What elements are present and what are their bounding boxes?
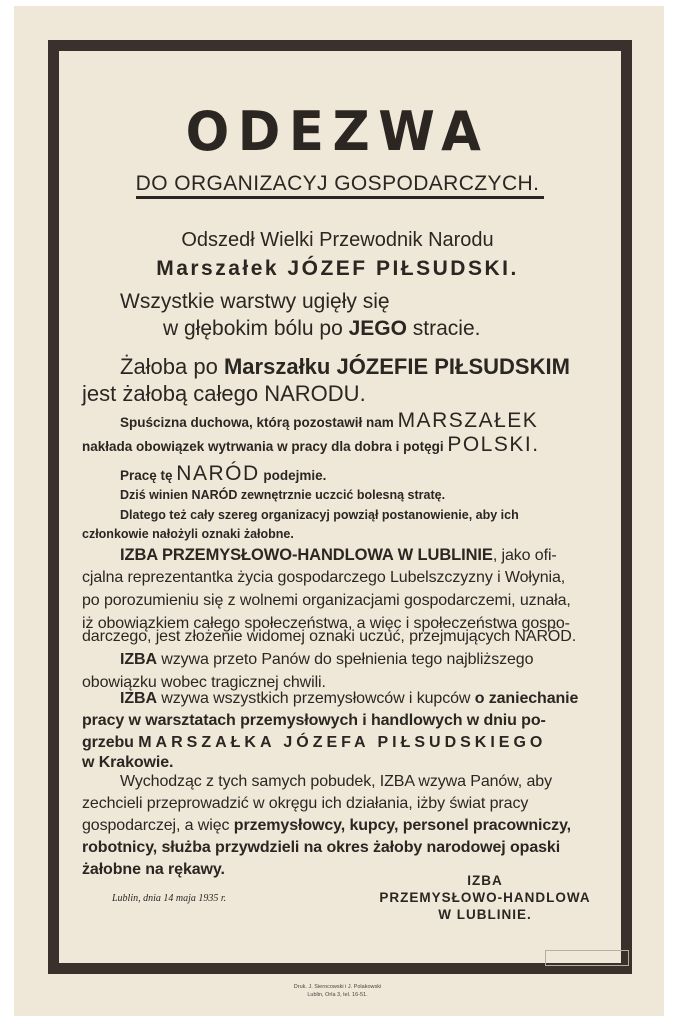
signature-line-1: IZBA [467, 873, 503, 888]
para-line-7: obowiązku wobec tragicznej chwili. [82, 674, 326, 691]
para-line-3: po porozumieniu się z wolnemi organizacjami gospodarczemi, uznała, [82, 592, 571, 609]
line-1: Odszedł Wielki Przewodnik Narodu [181, 229, 494, 251]
statement-2: nakłada obowiązek wytrwania w pracy dla dobra i potęgi POLSKI. [82, 433, 540, 456]
poster-subtitle: DO ORGANIZACYJ GOSPODARCZYCH. [135, 172, 540, 195]
para-line-16: żałobne na rękawy. [82, 861, 225, 878]
para-line-15: robotnicy, służba przywdzieli na okres żałoby narodowej opaski [82, 839, 561, 856]
para-line-9: pracy w warsztatach przemysłowych i handlowych w dniu po- [82, 712, 546, 729]
para-line-11: w Krakowie. [82, 754, 174, 771]
line-2: Marszałek JÓZEF PIŁSUDSKI. [156, 257, 519, 280]
para-line-13: zechcieli przeprowadzić w okręgu ich działania, iżby świat pracy [82, 795, 529, 812]
printer-line-2: Lublin, Orla 3, tel. 16-51. [307, 992, 368, 998]
poster-title: ODEZWA [185, 100, 490, 163]
para-line-1: IZBA PRZEMYSŁOWO-HANDLOWA W LUBLINIE, jako ofi- [120, 546, 557, 564]
para-line-8: IZBA wzywa wszystkich przemysłowców i kupców o zaniechanie [120, 690, 579, 707]
para-line-5: darczego, jest złożenie widomej oznaki uczuć, przejmujących NARÓD. [82, 628, 577, 645]
signature-line-3: W LUBLINIE. [438, 907, 532, 922]
line-3: Wszystkie warstwy ugięły się [120, 290, 390, 313]
para-line-2: cjalna reprezentantka życia gospodarczego Lubelszczyzny i Wołynia, [82, 569, 566, 586]
para-line-4: iż obowiązkiem całego społeczeństwa, a więc i społeczeństwa gospo- [82, 615, 570, 632]
signature-line-2: PRZEMYSŁOWO-HANDLOWA [379, 890, 591, 905]
statement-5: Dlatego też cały szereg organizacyj powziął postanowienie, aby ich [120, 508, 519, 522]
statement-1: Spuścizna duchowa, którą pozostawił nam MARSZAŁEK [120, 409, 539, 432]
statement-3: Pracę tę NARÓD podejmie. [120, 462, 327, 485]
para-line-10: grzebu MARSZAŁKA JÓZEFA PIŁSUDSKIEGO [82, 734, 547, 751]
issue-date: Lublin, dnia 14 maja 1935 r. [112, 893, 227, 904]
para-line-14: gospodarczej, a więc przemysłowcy, kupcy, personel pracowniczy, [82, 817, 572, 834]
statement-6: członkowie nałożyli oznaki żałobne. [82, 527, 294, 541]
library-stamp [545, 950, 629, 966]
statement-4: Dziś winien NARÓD zewnętrznie uczcić bolesną stratę. [120, 488, 446, 502]
line-5: Żałoba po Marszałku JÓZEFIE PIŁSUDSKIM [120, 354, 570, 379]
line-4: w głębokim bólu po JEGO stracie. [163, 317, 481, 340]
para-line-12: Wychodząc z tych samych pobudek, IZBA wzywa Panów, aby [120, 773, 552, 790]
subtitle-underline [136, 196, 544, 199]
printer-line-1: Druk. J. Sierocowski i J. Polakowski [293, 984, 382, 990]
para-line-6: IZBA wzywa przeto Panów do spełnienia tego najbliższego [120, 651, 534, 668]
line-6: jest żałobą całego NARODU. [82, 381, 366, 406]
